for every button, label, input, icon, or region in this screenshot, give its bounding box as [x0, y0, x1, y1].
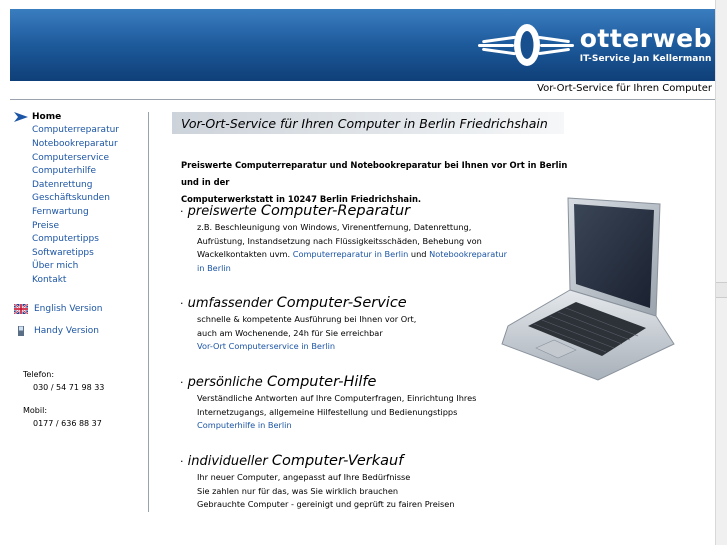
nav-item-notebookreparatur[interactable]	[14, 137, 144, 151]
phone-label: Telefon:	[23, 370, 55, 379]
nav-label: Computerhilfe	[32, 166, 96, 177]
nav-label: Home	[32, 111, 62, 122]
body-line: Gebrauchte Computer - gereinigt und geprüft zu fairen Preisen	[197, 499, 455, 510]
body-text: Wackelkontakten uvm.	[197, 249, 291, 260]
nav-label: Softwaretipps	[32, 247, 94, 258]
nav-label: Über mich	[32, 261, 79, 272]
nav-label: Preise	[32, 220, 60, 231]
intro-line: Computerwerkstatt in 10247 Berlin Friedrichshain.	[181, 194, 422, 204]
nav-label: Computerreparatur	[32, 125, 119, 136]
nav-item-home[interactable]	[14, 110, 144, 124]
nav-item-kontakt[interactable]	[14, 273, 144, 287]
heading-prefix: individueller	[187, 454, 268, 469]
scrollbar-grip[interactable]	[716, 282, 727, 298]
nav-label: Notebookreparatur	[32, 138, 118, 149]
nav-item-ueber-mich[interactable]	[14, 260, 144, 274]
nav-item-datenrettung[interactable]	[14, 178, 144, 192]
bullet: ·	[180, 455, 184, 468]
arrow-right-icon	[14, 110, 32, 123]
link-notebookreparatur[interactable]: Notebookreparatur	[429, 249, 508, 260]
heading-title: Computer-Reparatur	[260, 203, 411, 219]
bullet: ·	[180, 205, 184, 218]
body-line: schnelle & kompetente Ausführung bei Ihnen vor Ort,	[197, 314, 417, 324]
subheader	[10, 81, 716, 100]
mobile-number: 0177 / 636 88 37	[33, 419, 102, 428]
nav-label: Fernwartung	[32, 206, 89, 217]
handy-version-label: Handy Version	[34, 325, 99, 336]
nav-item-computertipps[interactable]	[14, 232, 144, 246]
vertical-scrollbar[interactable]	[715, 0, 727, 545]
sidebar-divider	[148, 112, 149, 512]
english-version-link[interactable]	[14, 301, 144, 317]
heading-prefix: persönliche	[187, 375, 263, 390]
body-line: Sie zahlen nur für das, was Sie wirklich brauchen	[197, 485, 399, 496]
nav-item-fernwartung[interactable]	[14, 205, 144, 219]
link-vor-ort-computerservice[interactable]: Vor-Ort Computerservice in Berlin	[197, 341, 336, 352]
heading-title: Computer-Hilfe	[266, 374, 377, 390]
intro-line: Preiswerte Computerreparatur und Notebookreparatur bei Ihnen vor Ort in Berlin und in der	[181, 160, 568, 187]
section-body	[180, 392, 560, 433]
phone-number: 030 / 54 71 98 33	[33, 383, 105, 392]
subheader-title: Vor-Ort-Service für Ihren Computer	[537, 83, 712, 94]
english-version-label: English Version	[34, 303, 103, 314]
otter-logo-icon	[478, 19, 574, 71]
nav-item-computerreparatur[interactable]	[14, 124, 144, 138]
uk-flag-icon	[14, 304, 28, 314]
body-line: z.B. Beschleunigung von Windows, Virenentfernung, Datenrettung,	[197, 222, 472, 232]
nav-item-computerhilfe[interactable]	[14, 164, 144, 178]
brand-name: otterweb	[579, 24, 712, 53]
body-line: Aufrüstung, Instandsetzung nach Flüssigkeitsschäden, Behebung von	[197, 235, 482, 246]
section-computer-verkauf	[180, 452, 560, 512]
mobile-phone-icon	[14, 326, 28, 336]
contact-phone	[23, 370, 104, 392]
nav-label: Geschäftskunden	[32, 193, 110, 204]
heading-prefix: umfassender	[187, 296, 273, 311]
body-line: Ihr neuer Computer, angepasst auf Ihre Bedürfnisse	[197, 472, 411, 482]
body-line: auch am Wochenende, 24h für Sie erreichbar	[197, 327, 383, 338]
contact-mobile	[23, 406, 102, 428]
header-banner	[10, 9, 716, 81]
page-title: Vor-Ort-Service für Ihren Computer in Berlin Friedrichshain	[181, 115, 548, 131]
heading-prefix: preiswerte	[187, 204, 257, 219]
body-line: Verständliche Antworten auf Ihre Computerfragen, Einrichtung Ihres	[197, 393, 477, 403]
heading-title: Computer-Verkauf	[271, 453, 404, 469]
nav-label: Datenrettung	[32, 179, 93, 190]
nav-item-geschaeftskunden[interactable]	[14, 192, 144, 206]
nav-label: Computerservice	[32, 152, 109, 163]
link-notebookreparatur-berlin[interactable]: in Berlin	[197, 263, 231, 274]
nav-label: Computertipps	[32, 234, 99, 245]
mobile-label: Mobil:	[23, 406, 48, 415]
section-heading	[180, 452, 560, 471]
nav-item-softwaretipps[interactable]	[14, 246, 144, 260]
content-banner	[172, 112, 564, 134]
body-text: und	[410, 249, 427, 260]
body-line: Internetzugangs, allgemeine Hilfestellung und Bedienungstipps	[197, 406, 458, 417]
nav-item-computerservice[interactable]	[14, 151, 144, 165]
main-content	[172, 112, 712, 510]
laptop-image	[498, 194, 680, 384]
nav-label: Kontakt	[32, 274, 67, 285]
link-computerhilfe-berlin[interactable]: Computerhilfe in Berlin	[197, 420, 292, 431]
sidebar-nav	[14, 110, 144, 339]
bullet: ·	[180, 297, 184, 310]
logo-text	[580, 25, 712, 65]
bullet: ·	[180, 376, 184, 389]
link-computerreparatur-berlin[interactable]: Computerreparatur in Berlin	[292, 249, 409, 260]
brand-tagline: IT-Service Jan Kellermann	[579, 54, 712, 64]
logo[interactable]	[478, 17, 712, 73]
heading-title: Computer-Service	[276, 295, 407, 311]
handy-version-link[interactable]	[14, 323, 144, 339]
section-body	[180, 471, 560, 512]
nav-item-preise[interactable]	[14, 219, 144, 233]
